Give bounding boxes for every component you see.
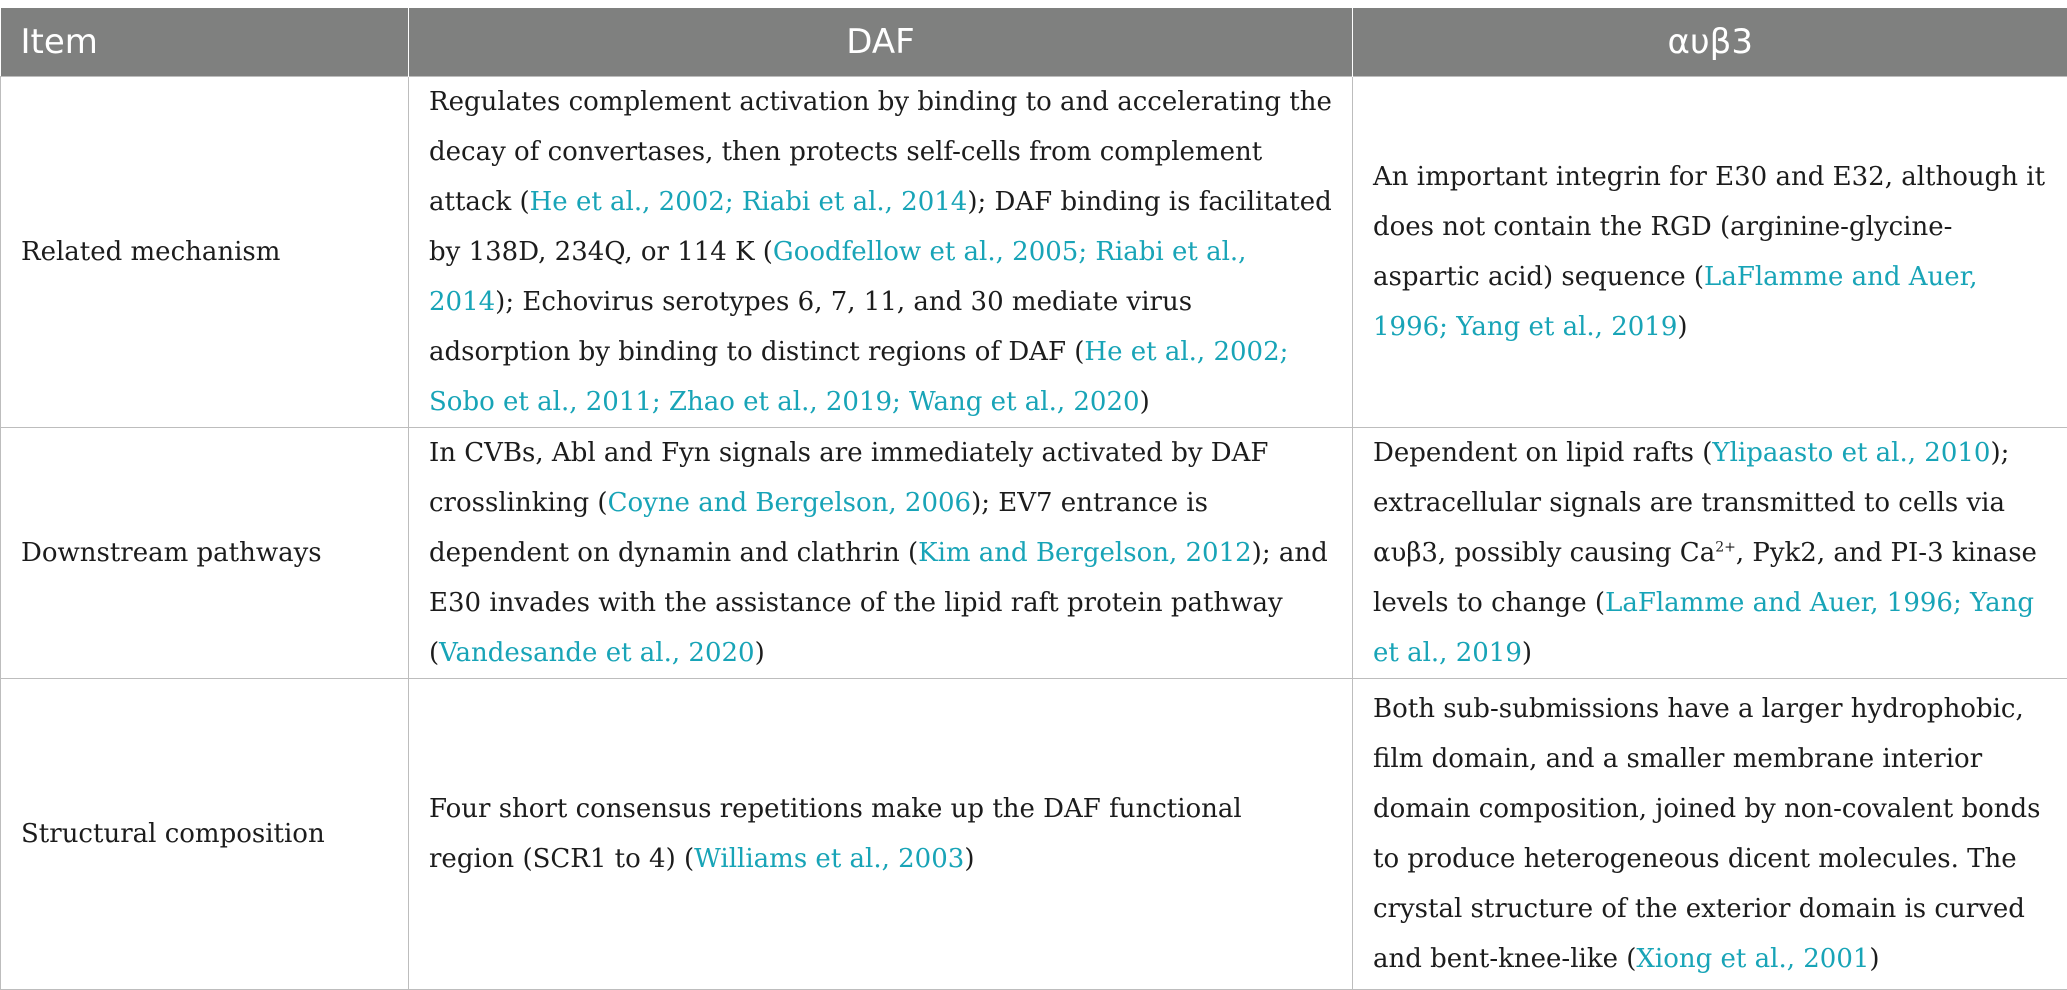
- cell-text: ): [755, 638, 765, 668]
- daf-cell: [409, 679, 1353, 990]
- daf-cell: [409, 77, 1353, 428]
- header-row: [1, 8, 2067, 77]
- header-item: Item: [1, 8, 409, 77]
- cell-text: ): [1677, 312, 1687, 342]
- cell-text: In CVBs, Abl and Fyn signals are immediately activated by DAF crosslinking (: [429, 438, 1268, 518]
- citation-link[interactable]: Xiong et al., 2001: [1636, 944, 1869, 974]
- cell-text: ): [1140, 387, 1150, 417]
- row-item-label: Structural composition: [1, 679, 409, 990]
- citation-link[interactable]: Kim and Bergelson, 2012: [918, 538, 1252, 568]
- citation-link[interactable]: He et al., 2002; Sobo et al., 2011; Zhao et al., 2019; Wang et al., 2020: [429, 337, 1288, 417]
- cell-text: ); and E30 invades with the assistance of the lipid raft protein pathway (: [429, 538, 1328, 668]
- citation-link[interactable]: Coyne and Bergelson, 2006: [608, 488, 972, 518]
- cell-text: Both sub-submissions have a larger hydrophobic, film domain, and a smaller membrane interior domain composition, joined by non-covalent bonds to produce heterogeneous dicent molecules. The crystal structure of the exterior domain is curved and bent-knee-like (: [1373, 694, 2040, 974]
- cell-text: ): [1522, 638, 1532, 668]
- table-header: [1, 8, 2067, 77]
- cell-text: Regulates complement activation by binding to and accelerating the decay of convertases, then protects self-cells from complement attack (: [429, 87, 1332, 217]
- cell-text: Four short consensus repetitions make up the DAF functional region (SCR1 to 4) (: [429, 794, 1242, 874]
- header-daf: DAF: [409, 8, 1353, 77]
- row-item-label: Downstream pathways: [1, 428, 409, 679]
- cell-text: ): [1869, 944, 1879, 974]
- cell-text: , Pyk2, and PI-3 kinase levels to change (: [1373, 538, 2037, 618]
- table-wrapper: [0, 8, 2067, 990]
- table-row: [1, 679, 2067, 990]
- avb3-cell: [1353, 428, 2067, 679]
- citation-link[interactable]: Goodfellow et al., 2005; Riabi et al., 2014: [429, 237, 1246, 317]
- table-row: [1, 77, 2067, 428]
- cell-text: ); EV7 entrance is dependent on dynamin and clathrin (: [429, 488, 1208, 568]
- avb3-cell: [1353, 77, 2067, 428]
- cell-text: ): [964, 844, 974, 874]
- cell-text: ); extracellular signals are transmitted to cells via αυβ3, possibly causing Ca: [1373, 438, 2009, 568]
- citation-link[interactable]: LaFlamme and Auer, 1996; Yang et al., 2019: [1373, 262, 1978, 342]
- table-body: [1, 77, 2067, 990]
- citation-link[interactable]: Williams et al., 2003: [694, 844, 964, 874]
- citation-link[interactable]: He et al., 2002; Riabi et al., 2014: [530, 187, 968, 217]
- row-item-label: Related mechanism: [1, 77, 409, 428]
- superscript: 2+: [1715, 539, 1736, 555]
- cell-text: ); DAF binding is facilitated by 138D, 234Q, or 114 K (: [429, 187, 1332, 267]
- table-row: [1, 428, 2067, 679]
- citation-link[interactable]: LaFlamme and Auer, 1996; Yang et al., 2019: [1373, 588, 2034, 668]
- citation-link[interactable]: Vandesande et al., 2020: [439, 638, 754, 668]
- cell-text: ); Echovirus serotypes 6, 7, 11, and 30 mediate virus adsorption by binding to distinct regions of DAF (: [429, 287, 1192, 367]
- comparison-table: [0, 8, 2067, 990]
- cell-text: Dependent on lipid rafts (: [1373, 438, 1712, 468]
- cell-text: An important integrin for E30 and E32, although it does not contain the RGD (arginine-glycine-aspartic acid) sequence (: [1373, 162, 2045, 292]
- daf-cell: [409, 428, 1353, 679]
- avb3-cell: [1353, 679, 2067, 990]
- header-avb3: αυβ3: [1353, 8, 2067, 77]
- citation-link[interactable]: Ylipaasto et al., 2010: [1712, 438, 1990, 468]
